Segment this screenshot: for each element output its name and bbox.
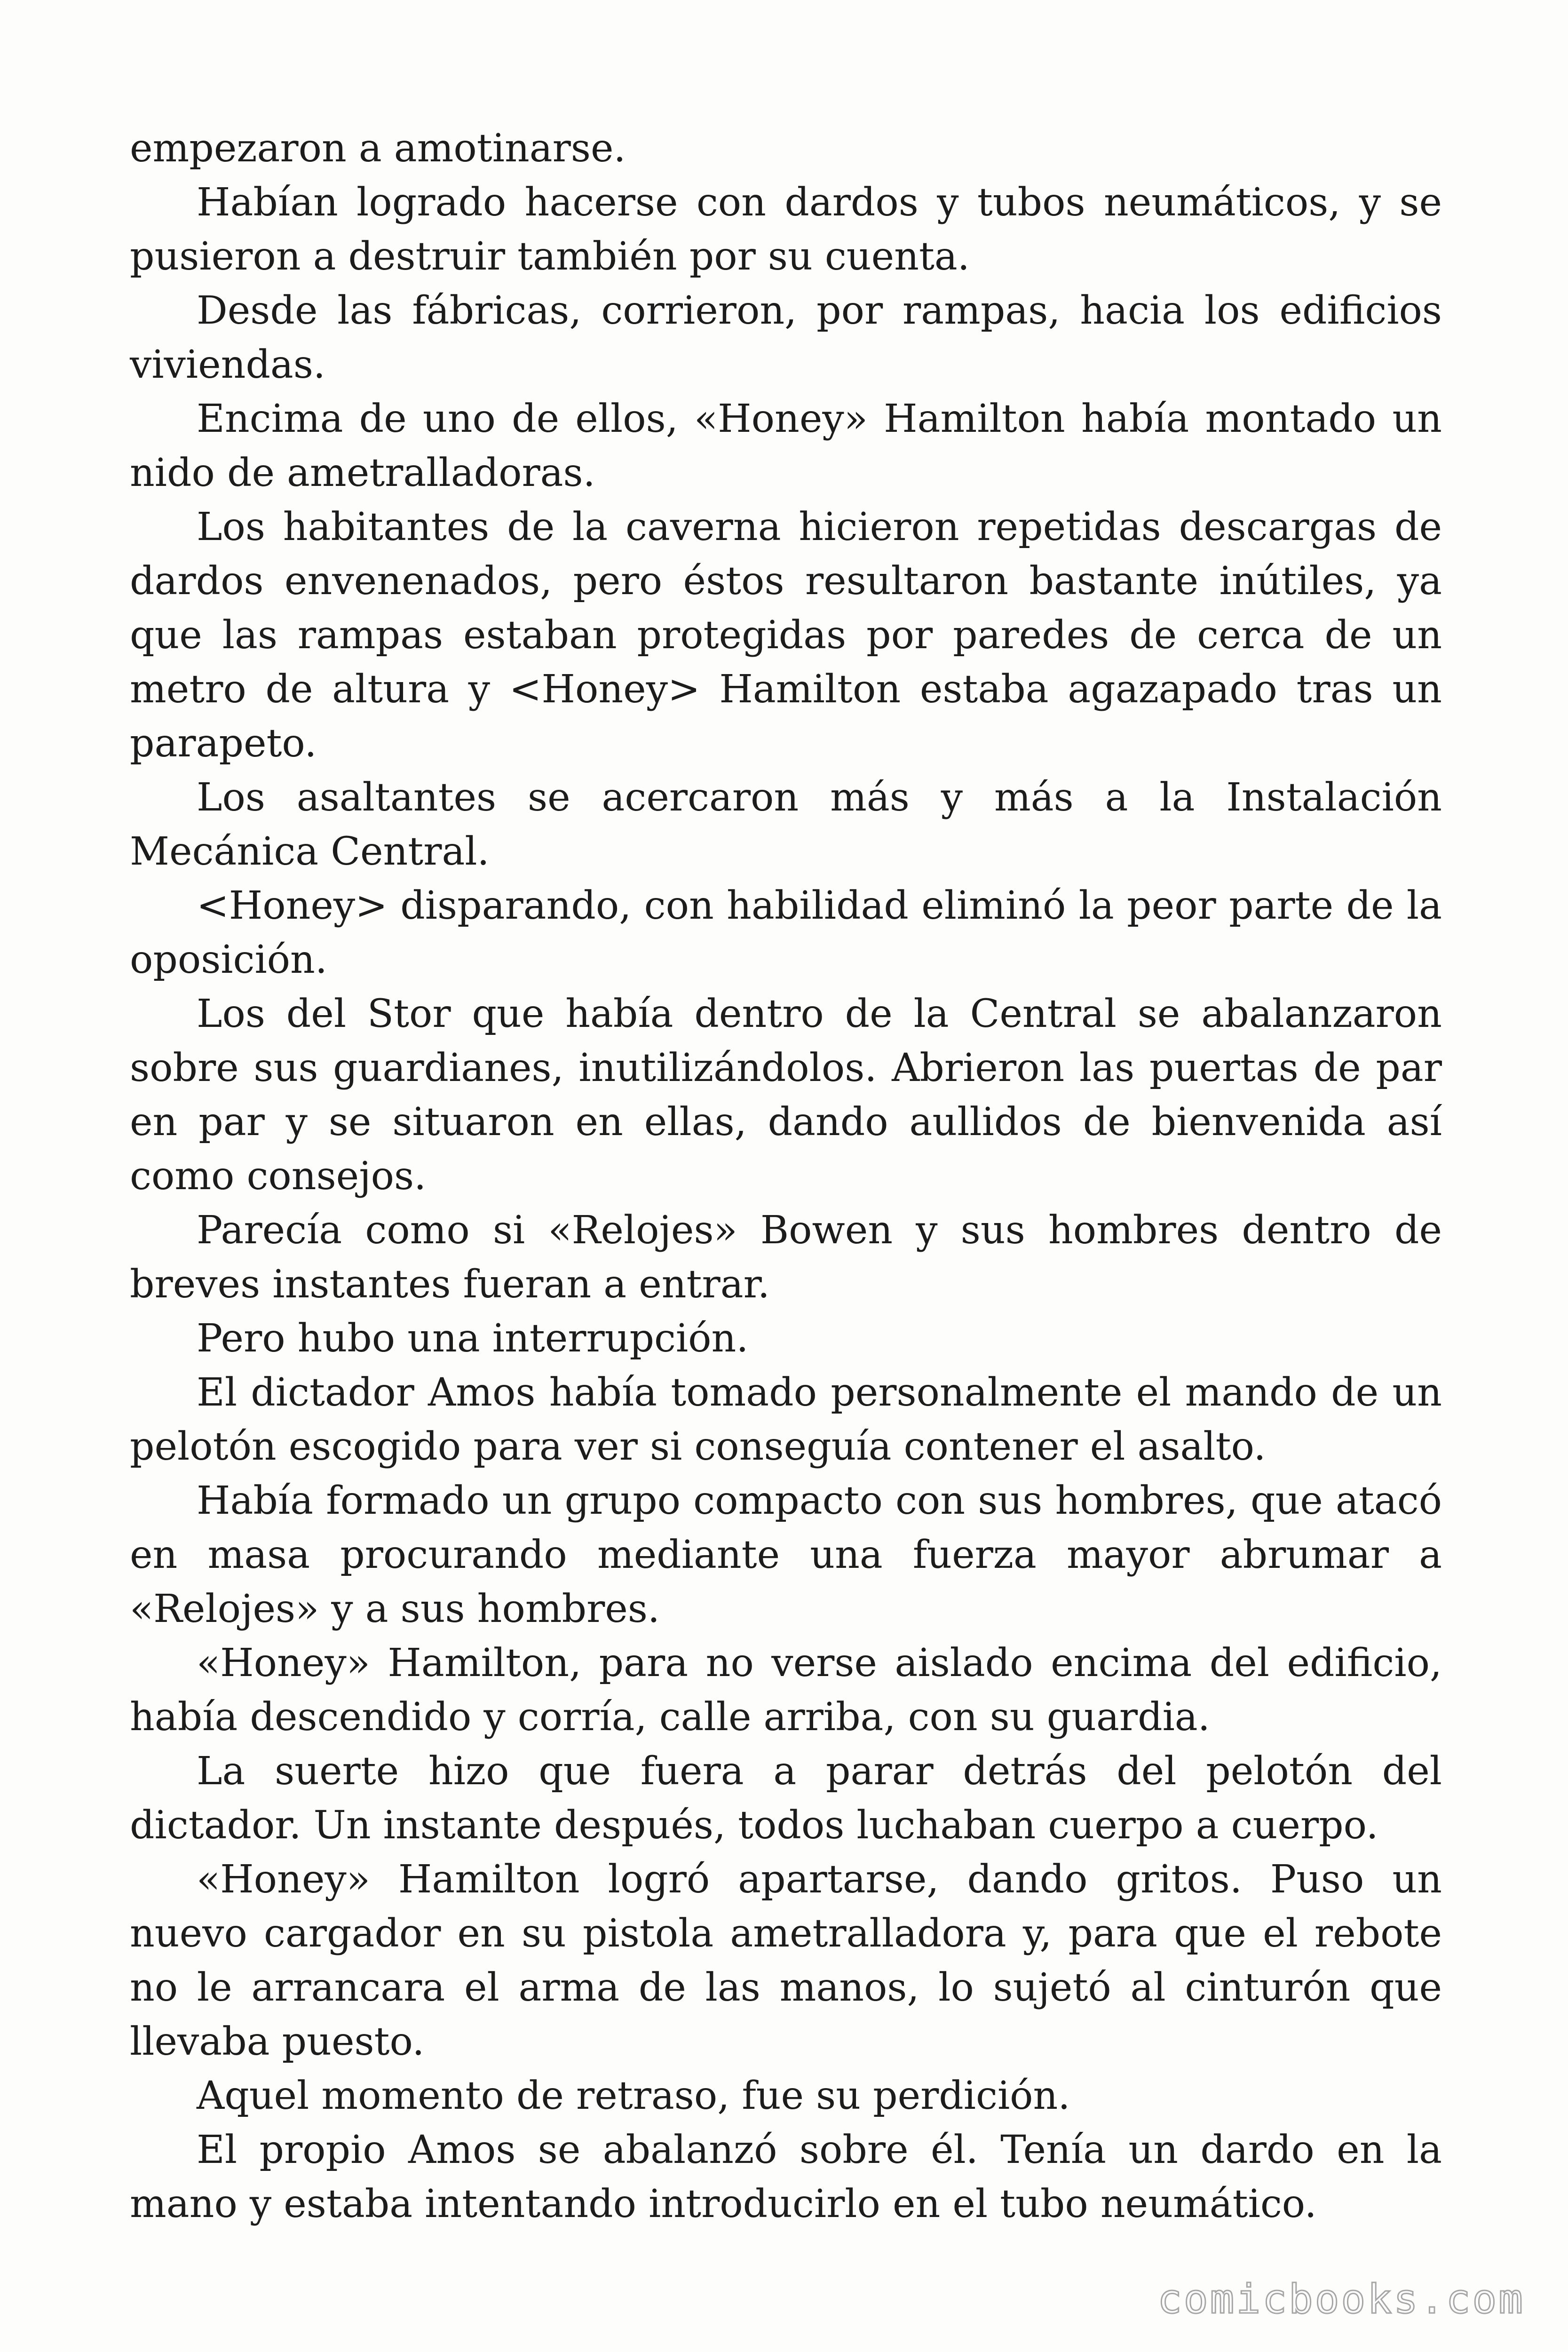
- paragraph: Habían logrado hacerse con dardos y tubos neumáticos, y se pusieron a destruir también por su cuenta.: [130, 180, 1442, 279]
- paragraph: Aquel momento de retraso, fue su perdición.: [197, 2074, 1070, 2118]
- paragraph: La suerte hizo que fuera a parar detrás del pelotón del dictador. Un instante después, todos luchaban cuerpo a cuerpo.: [130, 1749, 1442, 1848]
- paragraph: El dictador Amos había tomado personalmente el mando de un pelotón escogido para ver si conseguía contener el asalto.: [130, 1370, 1442, 1469]
- paragraph: empezaron a amotinarse.: [130, 126, 626, 171]
- paragraph: Había formado un grupo compacto con sus hombres, que atacó en masa procurando mediante una fuerza mayor abrumar a «Relojes» y a sus hombres.: [130, 1478, 1442, 1631]
- paragraph: Parecía como si «Relojes» Bowen y sus hombres dentro de breves instantes fueran a entrar.: [130, 1208, 1442, 1307]
- paragraph: Los del Stor que había dentro de la Central se abalanzaron sobre sus guardianes, inutilizándolos. Abrieron las puertas de par en par y se situaron en ellas, dando aullidos de bienvenida así como consejos.: [130, 992, 1442, 1199]
- paragraph: Los habitantes de la caverna hicieron repetidas descargas de dardos envenenados, pero éstos resultaron bastante inútiles, ya que las rampas estaban protegidas por paredes de cerca de un metro de altura y <Honey> Hamilton estaba agazapado tras un parapeto.: [130, 505, 1442, 766]
- paragraph: Pero hubo una interrupción.: [197, 1316, 749, 1361]
- paragraph: «Honey» Hamilton logró apartarse, dando gritos. Puso un nuevo cargador en su pistola ametralladora y, para que el rebote no le arrancara el arma de las manos, lo sujetó al cinturón que llevaba puesto.: [130, 1857, 1442, 2064]
- paragraph: «Honey» Hamilton, para no verse aislado encima del edificio, había descendido y corría, calle arriba, con su guardia.: [130, 1641, 1442, 1740]
- paragraph: El propio Amos se abalanzó sobre él. Tenía un dardo en la mano y estaba intentando introducirlo en el tubo neumático.: [130, 2128, 1442, 2226]
- paragraph: Encima de uno de ellos, «Honey» Hamilton había montado un nido de ametralladoras.: [130, 397, 1442, 495]
- page-body-text: [130, 121, 1442, 2231]
- paragraph: Desde las fábricas, corrieron, por rampas, hacia los edificios viviendas.: [130, 288, 1442, 387]
- paragraph: Los asaltantes se acercaron más y más a la Instalación Mecánica Central.: [130, 775, 1442, 874]
- paragraph: <Honey> disparando, con habilidad eliminó la peor parte de la oposición.: [130, 883, 1442, 982]
- watermark: comicbooks.com: [1157, 2276, 1525, 2323]
